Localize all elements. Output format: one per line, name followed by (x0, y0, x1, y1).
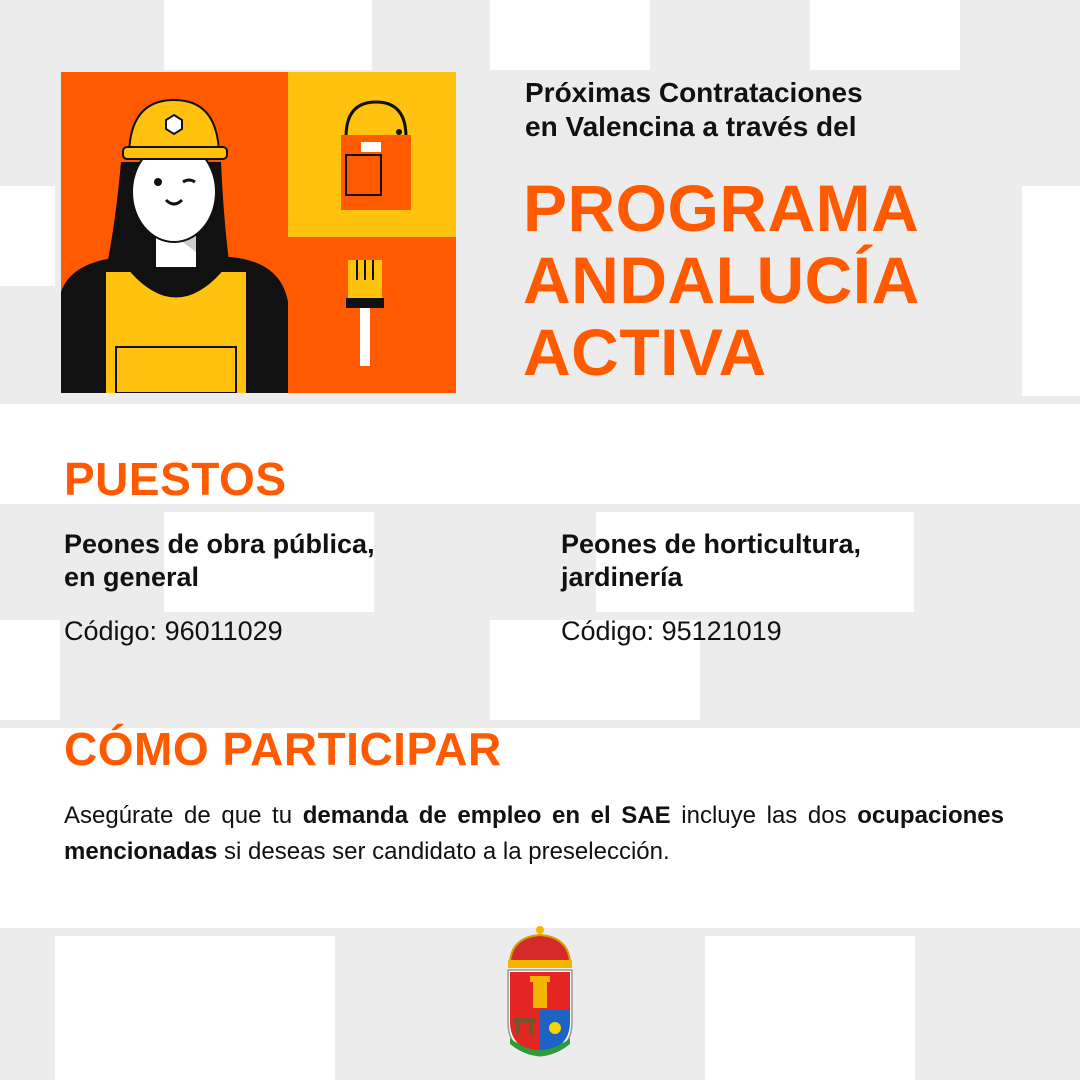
instructions-part-1: Asegúrate de que tu (64, 802, 303, 829)
job-item (64, 528, 504, 647)
job-name-line-2: jardinería (561, 562, 683, 592)
puestos-heading: PUESTOS (64, 453, 287, 505)
job-name-line-1: Peones de horticultura, (561, 529, 862, 559)
paintbrush-icon (346, 260, 386, 370)
worker-illustration (61, 72, 456, 393)
job-name (561, 528, 1001, 594)
participation-instructions (64, 798, 1004, 870)
instructions-part-2: incluye las dos (670, 802, 858, 829)
job-name (64, 528, 504, 594)
intro-line-2: en Valencina a través del (525, 111, 857, 142)
job-code: Código: 95121019 (561, 616, 782, 646)
paint-bucket-icon (331, 97, 421, 217)
job-name-line-1: Peones de obra pública, (64, 529, 375, 559)
instructions-bold-1: demanda de empleo en el SAE (302, 802, 671, 829)
como-participar-heading: CÓMO PARTICIPAR (64, 723, 502, 775)
instructions-part-3: si deseas ser candidato a la preselección. (217, 838, 670, 865)
program-title-line-1: PROGRAMA (523, 171, 920, 245)
job-name-line-2: en general (64, 562, 200, 592)
program-title-line-3: ACTIVA (523, 315, 767, 389)
job-code: Código: 96011029 (64, 616, 283, 646)
program-title-line-2: ANDALUCÍA (523, 243, 920, 317)
job-item (561, 528, 1001, 647)
municipal-crest (500, 922, 580, 1057)
program-title (523, 172, 1063, 388)
intro-line-1: Próximas Contrataciones (525, 77, 863, 108)
intro-text (525, 76, 1045, 144)
instructions-bold-2: ocupaciones mencionadas (64, 802, 1004, 865)
